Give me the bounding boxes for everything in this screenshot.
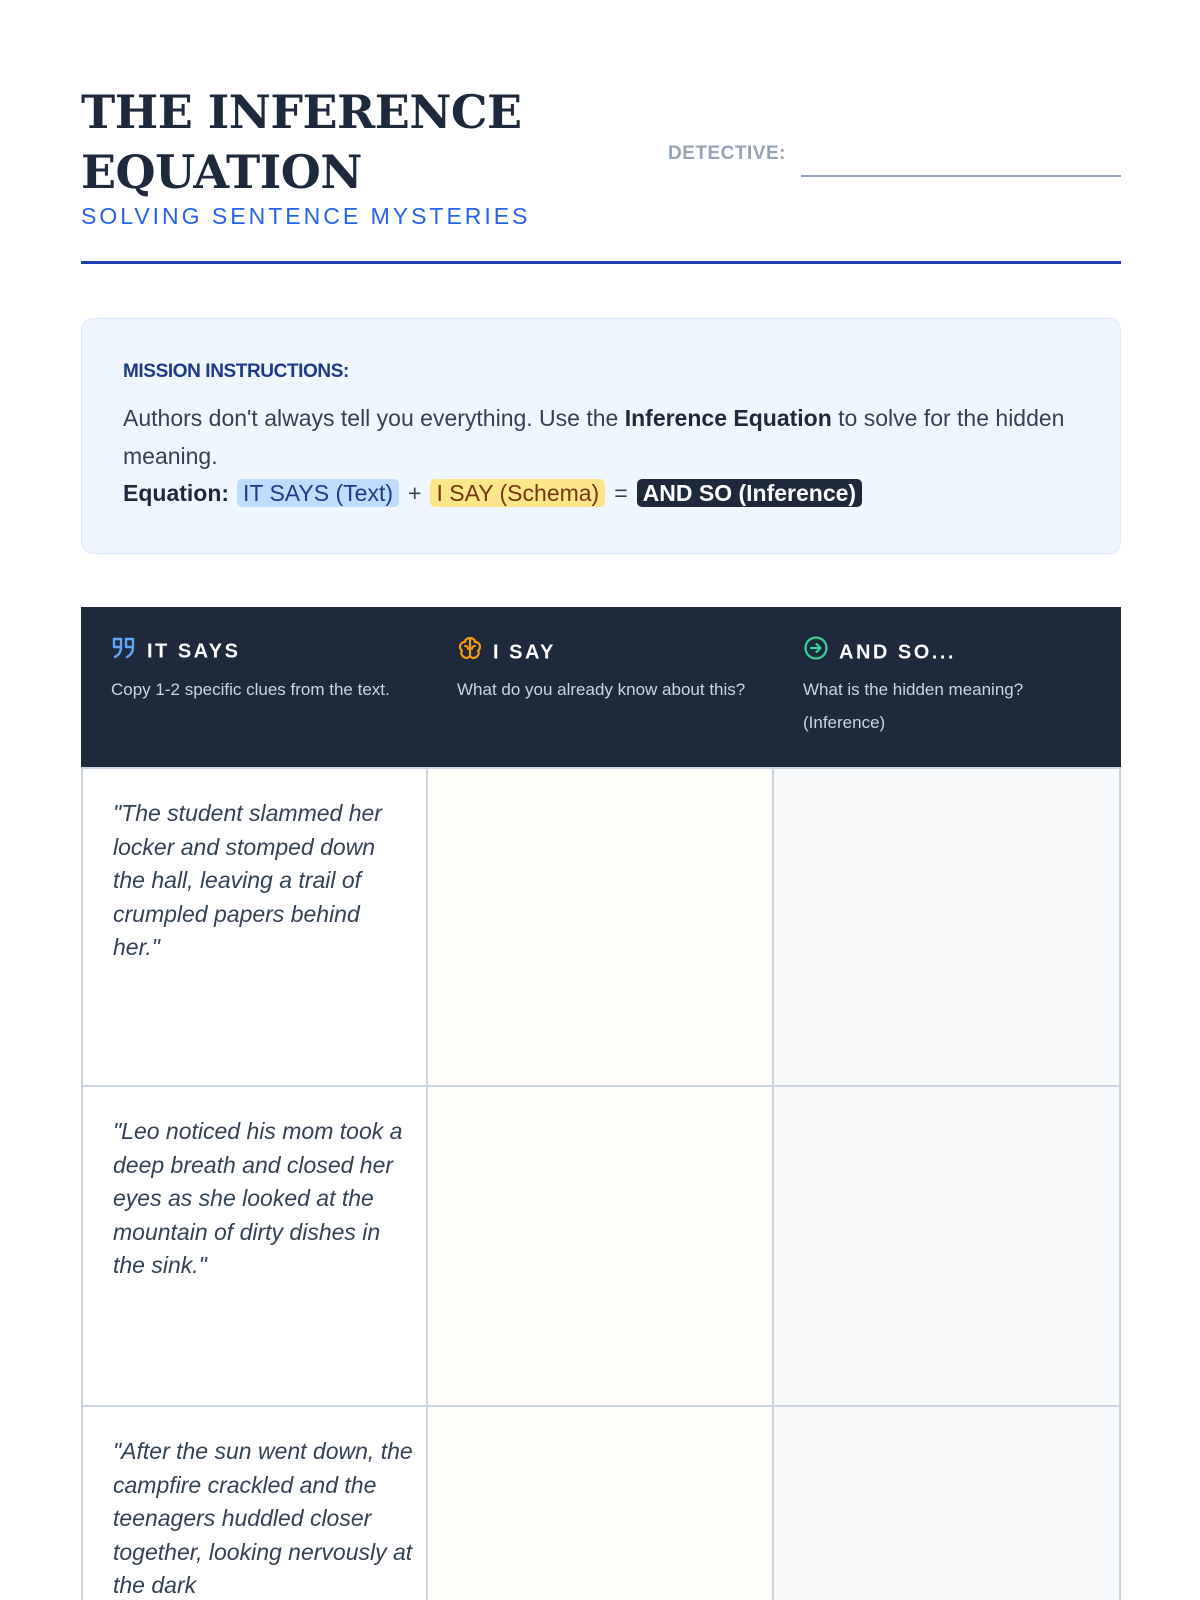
mission-text-bold: Inference Equation	[624, 405, 832, 431]
mission-text	[123, 399, 1083, 475]
text-clue-quote: "After the sun went down, the campfire crackled and the teenagers huddled closer together, looking nervously at the dark	[113, 1438, 413, 1598]
header-divider	[81, 261, 1121, 264]
i-say-answer-cell[interactable]	[426, 1087, 774, 1407]
column-header-and-so	[773, 607, 1119, 767]
mission-instructions-box	[81, 318, 1121, 554]
column-header-i-say	[427, 607, 773, 767]
i-say-answer-cell[interactable]	[426, 767, 774, 1087]
column-desc-i-say: What do you already know about this?	[457, 680, 746, 699]
detective-label: DETECTIVE:	[668, 143, 786, 164]
equation-term-it-says: IT SAYS (Text)	[237, 479, 399, 507]
inference-table	[81, 607, 1121, 1600]
column-title-i-say: I SAY	[493, 641, 556, 664]
and-so-answer-cell[interactable]	[772, 767, 1121, 1087]
it-says-cell	[81, 1087, 428, 1407]
text-clue-quote: "The student slammed her locker and stomped down the hall, leaving a trail of crumpled papers behind her."	[113, 800, 382, 960]
brain-icon	[457, 635, 483, 667]
it-says-cell	[81, 767, 428, 1087]
detective-name-line[interactable]	[801, 175, 1121, 177]
page-title: THE INFERENCE EQUATION	[81, 85, 522, 199]
text-clue-quote: "Leo noticed his mom took a deep breath and closed her eyes as she looked at the mountain of dirty dishes in the sink."	[113, 1118, 403, 1278]
column-desc-it-says: Copy 1-2 specific clues from the text.	[111, 680, 390, 699]
mission-text-end: to solve for the hidden meaning.	[123, 405, 1065, 469]
column-title-it-says: IT SAYS	[147, 640, 241, 663]
inference-equation	[123, 478, 862, 508]
arrow-circle-icon	[803, 635, 829, 667]
mission-heading: MISSION INSTRUCTIONS:	[123, 361, 349, 382]
column-desc-and-so: What is the hidden meaning? (Inference)	[803, 680, 1024, 732]
quote-icon	[111, 635, 137, 665]
equation-plus: +	[408, 480, 422, 506]
table-header	[81, 607, 1121, 767]
column-header-it-says	[81, 607, 427, 767]
equation-term-i-say: I SAY (Schema)	[430, 479, 605, 507]
and-so-answer-cell[interactable]	[772, 1087, 1121, 1407]
page-subtitle: SOLVING SENTENCE MYSTERIES	[81, 203, 531, 229]
and-so-answer-cell[interactable]	[772, 1407, 1121, 1600]
column-title-and-so: AND SO...	[839, 641, 956, 664]
mission-text-start: Authors don't always tell you everything. Use the	[123, 405, 625, 431]
equation-term-and-so: AND SO (Inference)	[637, 479, 862, 507]
i-say-answer-cell[interactable]	[426, 1407, 774, 1600]
it-says-cell	[81, 1407, 428, 1600]
equation-label: Equation:	[123, 480, 230, 506]
equation-equals: =	[614, 480, 628, 506]
table-row	[81, 767, 1121, 1087]
table-row	[81, 1087, 1121, 1407]
table-row	[81, 1407, 1121, 1600]
